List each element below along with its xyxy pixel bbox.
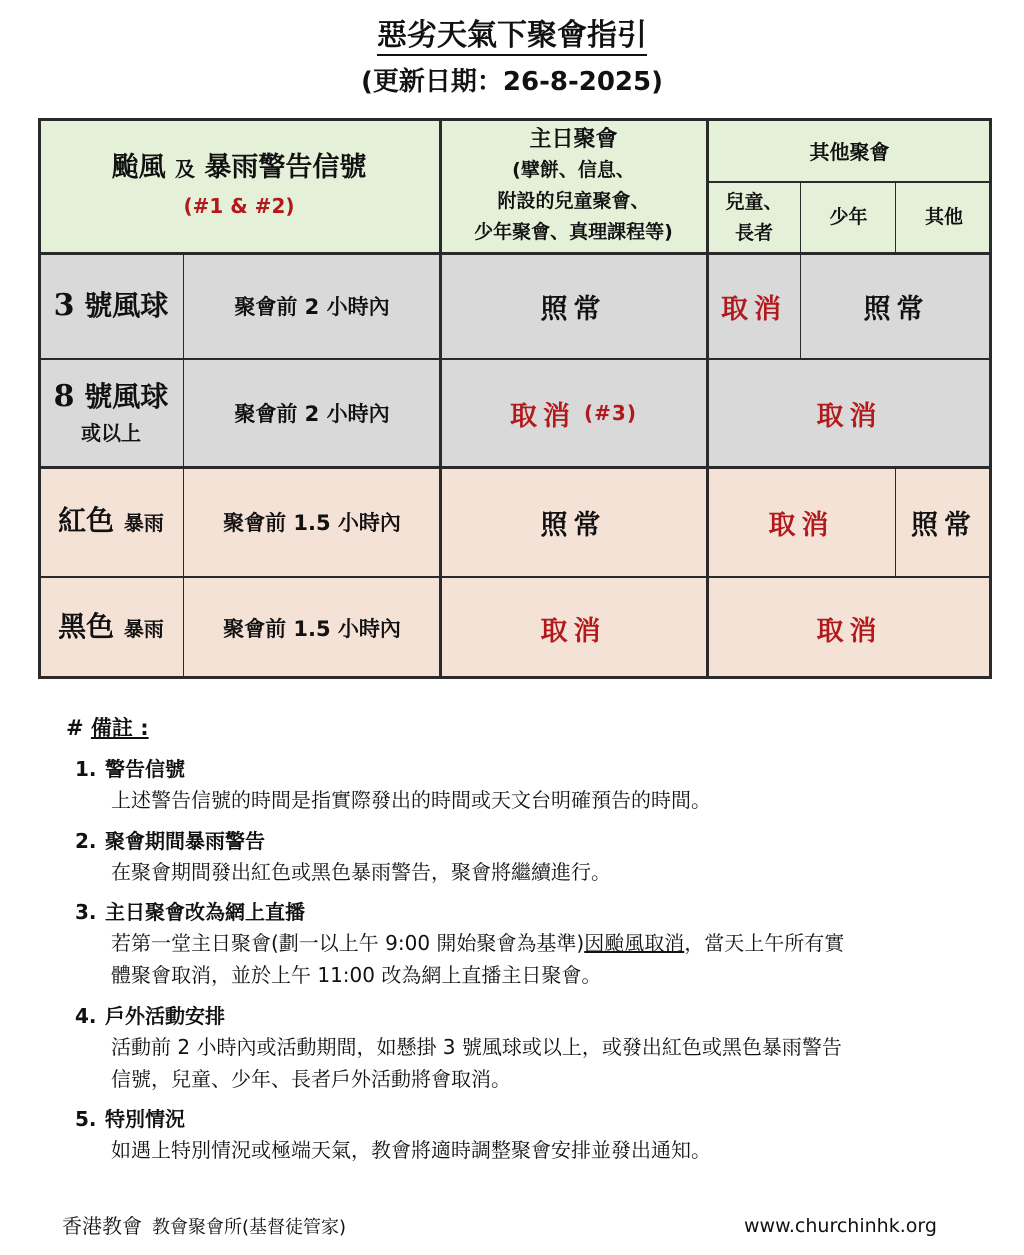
row-signal-8-sunday: 取消 (#3)	[440, 359, 707, 467]
table-border-left	[38, 118, 41, 679]
remark-item-2: 2. 聚會期間暴雨警告 在聚會期間發出紅色或黑色暴雨警告，聚會將繼續進行。	[75, 826, 955, 888]
remark-item-5: 5. 特別情況 如遇上特別情況或極端天氣，教會將適時調整聚會安排並發出通知。	[75, 1104, 955, 1166]
table-border-right	[989, 118, 992, 679]
table-col-divider-sunday	[439, 118, 442, 679]
header-other-youth: 少年	[801, 182, 896, 253]
footer-organization: 香港教會 教會聚會所(基督徒管家)	[62, 1214, 347, 1238]
remark-body-line-2: 信號，兒童、少年、長者戶外活動將會取消。	[111, 1067, 511, 1091]
table-subcol-1-header	[800, 182, 801, 253]
row-signal-3-label: 3 號風球	[38, 253, 184, 359]
guideline-table	[38, 118, 992, 679]
remark-body: 上述警告信號的時間是指實際發出的時間或天文台明確預告的時間。	[111, 788, 711, 812]
row-red-rain-others: 照常	[896, 467, 992, 577]
header-signal-ref: (#1 & #2)	[183, 194, 295, 218]
header-rainstorm: 暴雨警告信號	[204, 152, 367, 183]
table-border-top	[38, 118, 992, 121]
header-and: 及	[175, 157, 195, 181]
row-signal-8-label: 8 號風球 或以上	[38, 359, 184, 467]
remark-item-1: 1. 警告信號 上述警告信號的時間是指實際發出的時間或天文台明確預告的時間。	[75, 754, 955, 816]
table-col-divider-other	[706, 118, 709, 679]
update-date: (更新日期：26-8-2025)	[361, 67, 663, 97]
remark-title: 戶外活動安排	[105, 1004, 225, 1028]
header-typhoon: 颱風	[111, 152, 166, 183]
table-row-divider-3	[38, 576, 992, 578]
table-row1-subcol-divider	[800, 253, 801, 359]
remark-title: 特別情況	[105, 1107, 185, 1131]
header-other-others: 其他	[896, 182, 992, 253]
row-signal-3-youth-others: 照常	[801, 253, 992, 359]
row-black-rain-sunday: 取消	[440, 577, 707, 679]
remark-body: 在聚會期間發出紅色或黑色暴雨警告，聚會將繼續進行。	[111, 860, 611, 884]
remark-title: 聚會期間暴雨警告	[105, 829, 265, 853]
table-other-header-divider	[707, 181, 992, 183]
table-row-divider-1	[38, 358, 992, 360]
row-red-rain-children-youth: 取消	[707, 467, 896, 577]
remark-body: 活動前 2 小時內或活動期間，如懸掛 3 號風球或以上，或發出紅色或黑色暴雨警告	[111, 1035, 842, 1059]
row-signal-3-time: 聚會前 2 小時內	[184, 253, 440, 359]
row-signal-3-sunday: 照常	[440, 253, 707, 359]
remark-item-4: 4. 戶外活動安排 活動前 2 小時內或活動期間，如懸掛 3 號風球或以上，或發出紅色或黑色暴雨警告 信號，兒童、少年、長者戶外活動將會取消。	[75, 1001, 955, 1095]
row-red-rain-label: 紅色 暴雨	[38, 467, 184, 577]
row-black-rain-other: 取消	[707, 577, 992, 679]
remark-title: 警告信號	[105, 757, 185, 781]
table-subcol-2-header	[895, 182, 896, 253]
header-other: 其他聚會	[707, 118, 992, 182]
footer-website: www.churchinhk.org	[744, 1215, 937, 1237]
remark-item-3: 3. 主日聚會改為網上直播 若第一堂主日聚會(劃一以上午 9:00 開始聚會為基準)因颱風取消，當天上午所有實 體聚會取消，並於上午 11:00 改為網上直播主日聚會。	[75, 897, 955, 991]
header-other-children-elderly: 兒童、 長者	[707, 182, 801, 253]
remark-body-line-2: 體聚會取消，並於上午 11:00 改為網上直播主日聚會。	[111, 963, 602, 987]
row-red-rain-time: 聚會前 1.5 小時內	[184, 467, 440, 577]
row-red-rain-sunday: 照常	[440, 467, 707, 577]
row-black-rain-time: 聚會前 1.5 小時內	[184, 577, 440, 679]
page-title: 惡劣天氣下聚會指引	[0, 14, 1024, 58]
header-sunday-title: 主日聚會	[529, 126, 618, 152]
header-signal	[38, 118, 440, 253]
remark-title: 主日聚會改為網上直播	[105, 900, 305, 924]
row-signal-8-time: 聚會前 2 小時內	[184, 359, 440, 467]
table-row3-subcol-divider	[895, 467, 896, 577]
remarks-heading: # 備註 :	[66, 716, 149, 740]
remark-body: 若第一堂主日聚會(劃一以上午 9:00 開始聚會為基準)因颱風取消，當天上午所有實	[111, 931, 845, 955]
remark-body: 如遇上特別情況或極端天氣，教會將適時調整聚會安排並發出通知。	[111, 1138, 711, 1162]
row-signal-8-other: 取消	[707, 359, 992, 467]
row-signal-3-children: 取消	[707, 253, 801, 359]
header-sunday: 主日聚會 (擘餅、信息、 附設的兒童聚會、 少年聚會、真理課程等)	[440, 118, 707, 253]
table-row-divider-2	[38, 466, 992, 469]
table-header-divider	[38, 252, 992, 255]
table-border-bottom	[38, 676, 992, 679]
row-black-rain-label: 黑色 暴雨	[38, 577, 184, 679]
